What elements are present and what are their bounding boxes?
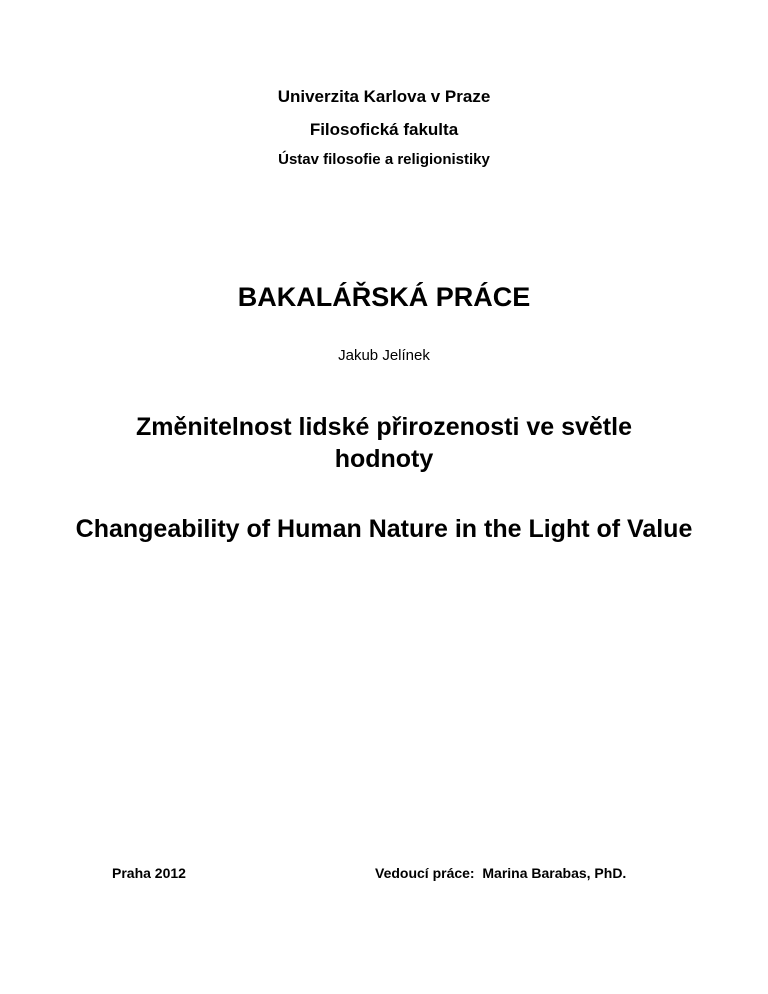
thesis-title-czech: Změnitelnost lidské přirozenosti ve světle hodnoty	[136, 413, 632, 473]
institute-name: Ústav filosofie a religionistiky	[278, 151, 490, 168]
supervisor-label: Vedoucí práce:	[375, 865, 475, 881]
supervisor-name: Marina Barabas, PhD.	[482, 865, 627, 881]
thesis-title-english: Changeability of Human Nature in the Light of Value	[75, 515, 693, 543]
place-and-year: Praha 2012	[112, 865, 186, 881]
university-name: Univerzita Karlova v Praze	[277, 87, 491, 106]
faculty-name: Filosofická fakulta	[309, 120, 459, 139]
author-name: Jakub Jelínek	[338, 347, 430, 364]
thesis-type: BAKALÁŘSKÁ PRÁCE	[237, 282, 531, 312]
supervisor-line	[375, 865, 626, 881]
